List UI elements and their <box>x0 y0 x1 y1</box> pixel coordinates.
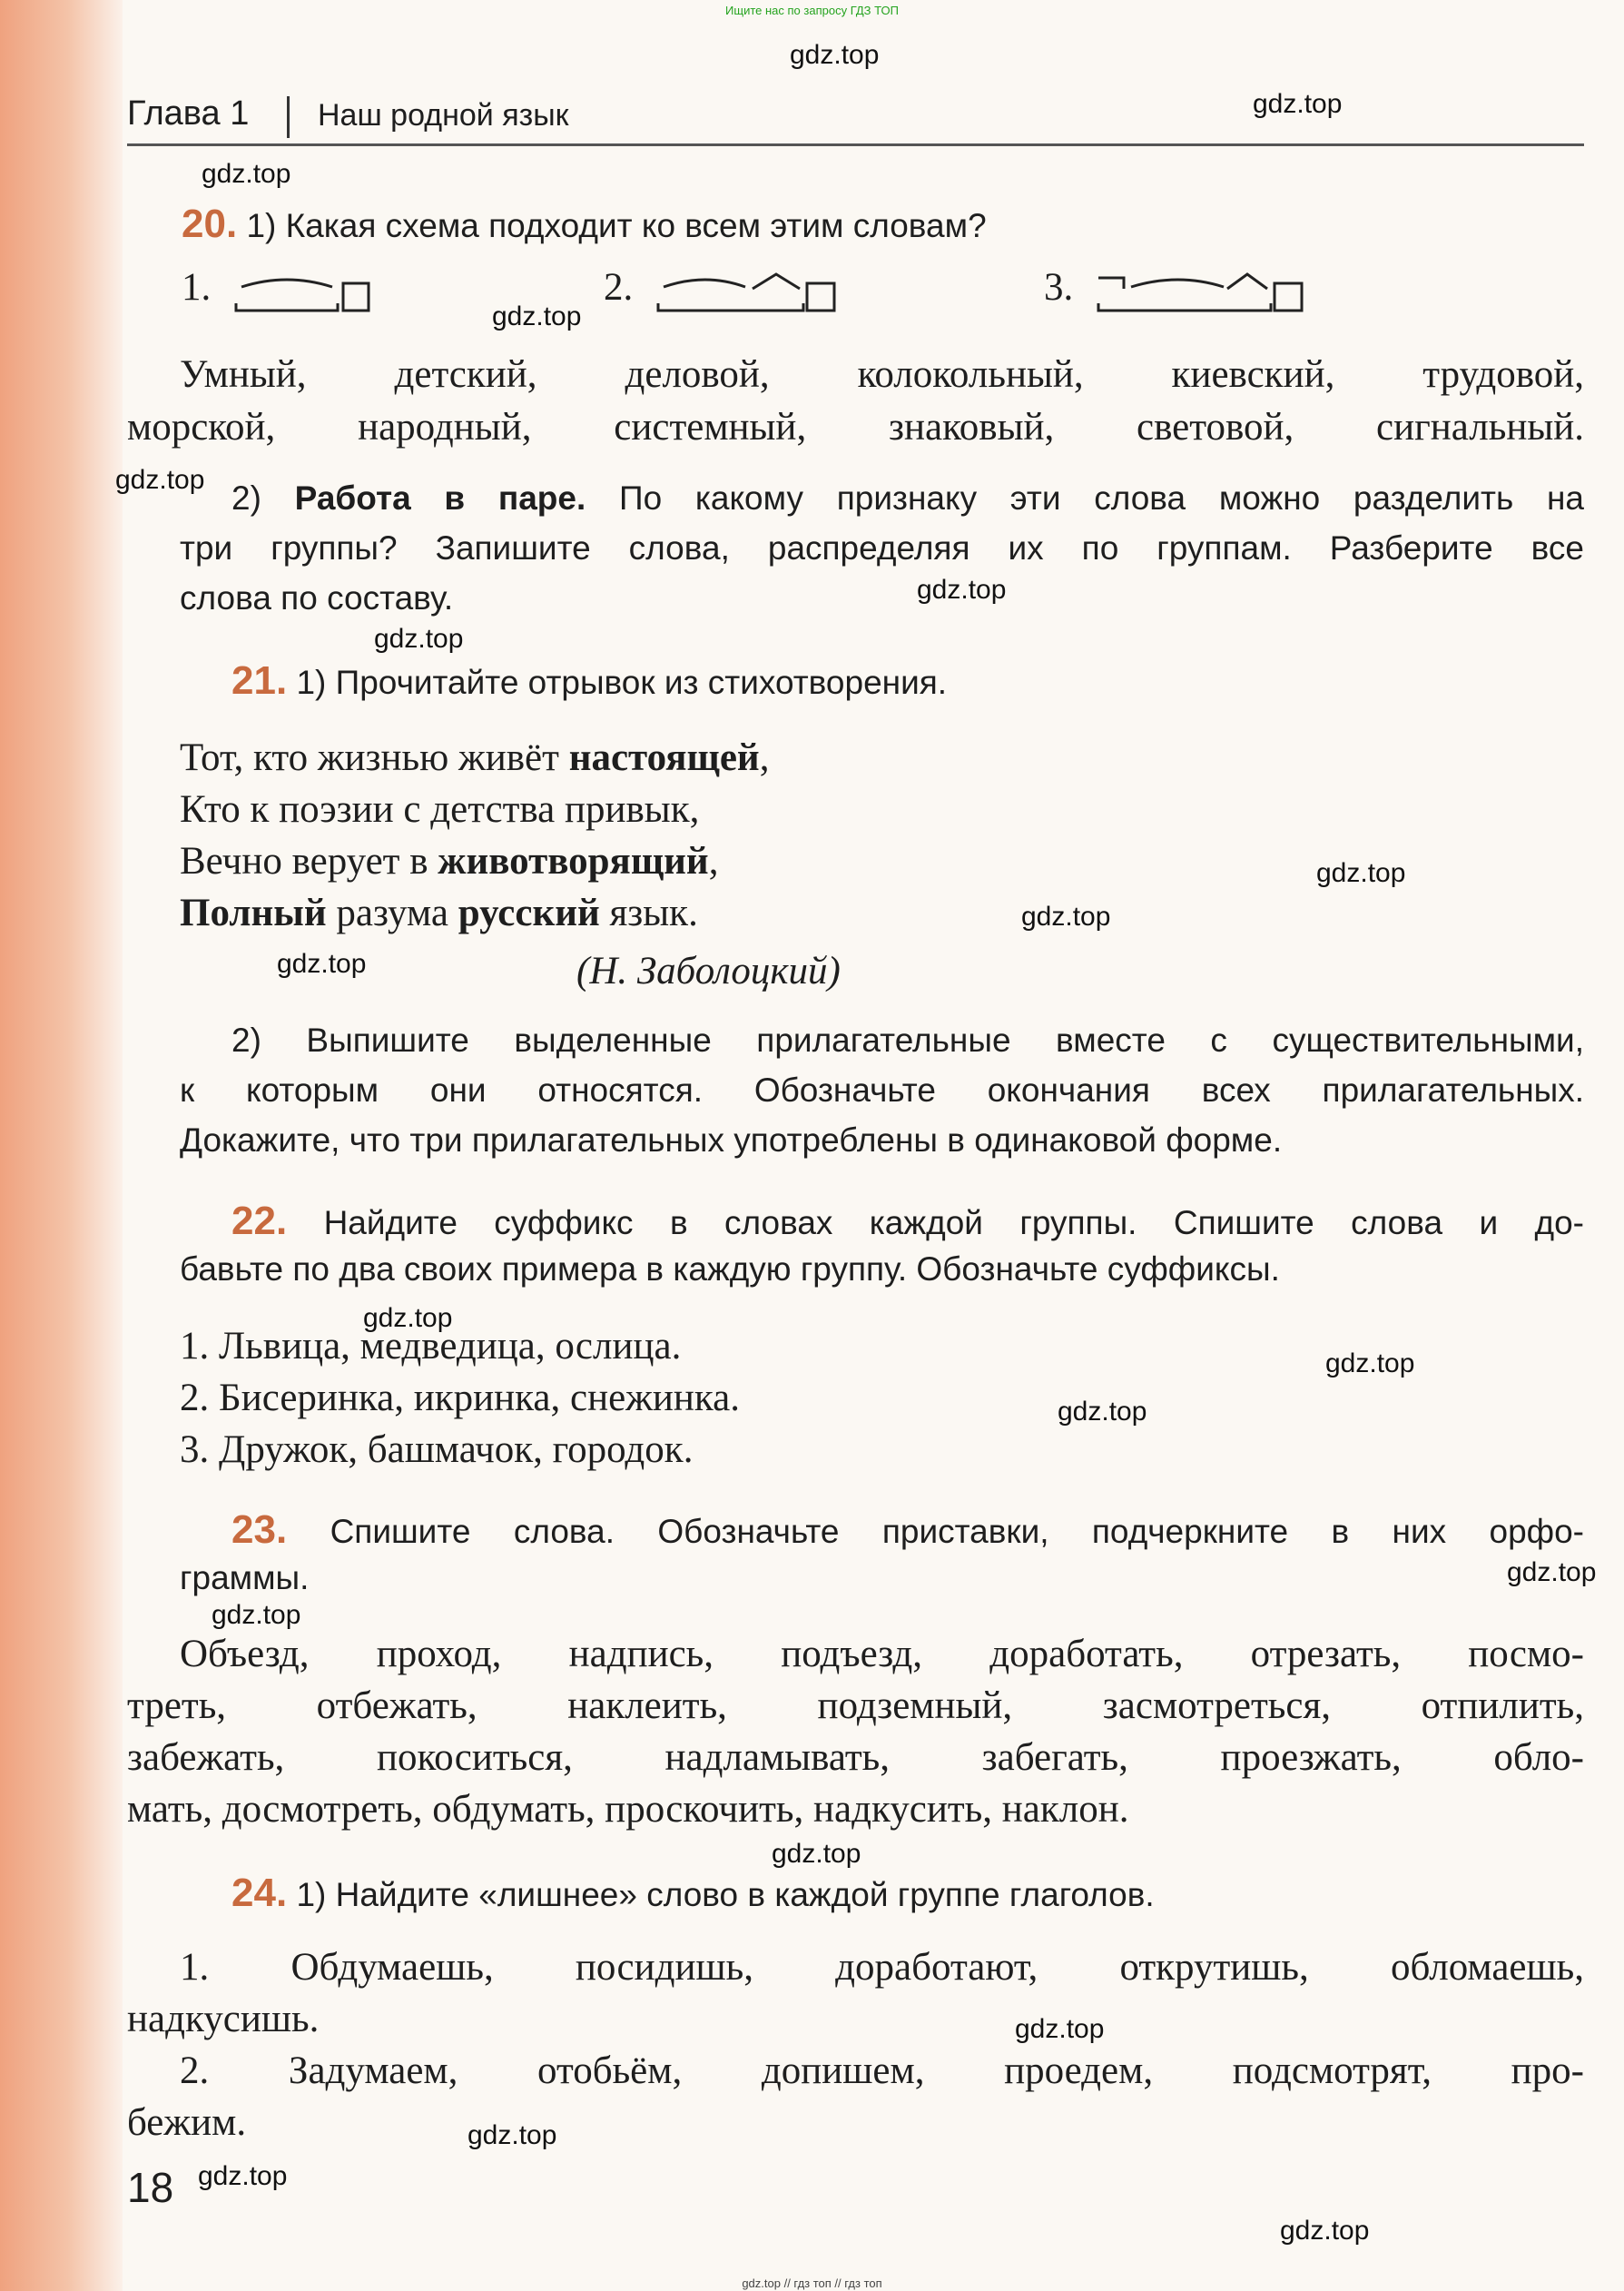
scheme-number: 3. <box>1044 266 1074 309</box>
exercise-number: 21. <box>231 658 288 703</box>
exercise-number: 22. <box>231 1199 288 1243</box>
watermark: gdz.top <box>772 1839 861 1869</box>
watermark: gdz.top <box>790 40 880 70</box>
exercise-22-group-3: 3. Дружок, башмачок, городок. <box>180 1428 694 1471</box>
word-scheme-icon <box>651 267 842 318</box>
scheme-1 <box>182 265 211 325</box>
exercise-24-group-1-line-2: надкусишь. <box>127 1998 320 2040</box>
exercise-23-task-line-2: граммы. <box>180 1559 310 1596</box>
page-edge-shading <box>0 0 123 2291</box>
word-scheme-icon <box>229 267 374 318</box>
watermark: gdz.top <box>277 949 367 979</box>
poem-author: (Н. Заболоцкий) <box>576 950 841 992</box>
exercise-23-words-line-3: забежать, покоситься, надламывать, забегать, проезжать, обло- <box>127 1736 1584 1779</box>
exercise-20-task-2-line-3: слова по составу. <box>180 579 454 617</box>
watermark: gdz.top <box>115 465 205 495</box>
exercise-number: 23. <box>231 1507 288 1552</box>
task-text: 1) Какая схема подходит ко всем этим словам? <box>246 207 987 244</box>
watermark: gdz.top <box>1280 2216 1370 2246</box>
chapter-title: Глава 1 <box>127 94 250 133</box>
exercise-22-group-1: 1. Львица, медведица, ослица. <box>180 1325 682 1368</box>
exercise-22-task-line-2: бавьте по два своих примера в каждую группу. Обозначьте суффиксы. <box>180 1250 1280 1288</box>
pair-work-label: Работа в паре. <box>294 479 586 517</box>
task-text: 1) Прочитайте отрывок из стихотворения. <box>296 664 948 701</box>
watermark: gdz.top <box>468 2120 557 2150</box>
watermark: gdz.top <box>917 575 1007 605</box>
watermark: gdz.top <box>1253 89 1343 119</box>
scheme-3 <box>1044 265 1073 325</box>
exercise-23-words-line-1: Объезд, проход, надпись, подъезд, доработать, отрезать, посмо- <box>180 1633 1584 1675</box>
watermark: gdz.top <box>198 2161 288 2191</box>
watermark: gdz.top <box>1021 902 1111 932</box>
task-text: Спишите слова. Обозначьте приставки, подчеркните в них орфо- <box>330 1513 1584 1550</box>
exercise-20-words-line-2: морской, народный, системный, знаковый, световой, сигнальный. <box>127 406 1584 449</box>
watermark: gdz.top <box>1325 1348 1415 1378</box>
exercise-22-group-2: 2. Бисеринка, икринка, снежинка. <box>180 1377 740 1419</box>
exercise-number: 24. <box>231 1871 288 1915</box>
chapter-header <box>127 91 1584 146</box>
watermark: gdz.top <box>212 1600 301 1630</box>
watermark: gdz.top <box>374 624 464 654</box>
watermark: gdz.top <box>1015 2014 1105 2044</box>
poem-line-1: Тот, кто жизнью живёт настоящей, <box>180 736 770 779</box>
exercise-24-group-1-line-1: 1. Обдумаешь, посидишь, доработают, открутишь, обломаешь, <box>180 1946 1584 1989</box>
exercise-20-task-1 <box>182 202 1584 247</box>
exercise-23-task-line-1 <box>231 1507 1584 1553</box>
exercise-20-words-line-1: Умный, детский, деловой, колокольный, киевский, трудовой, <box>180 353 1584 396</box>
watermark: gdz.top <box>1507 1557 1597 1587</box>
section-title: Наш родной язык <box>318 98 569 133</box>
highlighted-adjective: Полный <box>180 892 327 934</box>
task-text: 1) Найдите «лишнее» слово в каждой группе глаголов. <box>296 1876 1155 1913</box>
exercise-23-words-line-4: мать, досмотреть, обдумать, проскочить, надкусить, наклон. <box>127 1788 1129 1831</box>
exercise-23-words-line-2: треть, отбежать, наклеить, подземный, засмотреться, отпилить, <box>127 1684 1584 1727</box>
highlighted-adjective: животворящий <box>438 840 709 883</box>
exercise-20-task-2: 2) Работа в паре. По какому признаку эти слова можно разделить на <box>231 479 1584 517</box>
exercise-20-task-2-line-2: три группы? Запишите слова, распределяя их по группам. Разберите все <box>180 529 1584 567</box>
page-number: 18 <box>127 2164 174 2211</box>
watermark: gdz.top <box>492 301 582 331</box>
exercise-22-task-line-1 <box>231 1199 1584 1244</box>
watermark: gdz.top <box>363 1303 453 1333</box>
exercise-21-task-2-line-1: 2) Выпишите выделенные прилагательные вместе с существительными, <box>231 1022 1584 1059</box>
poem-line-4: Полный разума русский язык. <box>180 892 698 934</box>
poem-line-3: Вечно верует в животворящий, <box>180 840 719 883</box>
exercise-24-group-2-line-2: бежим. <box>127 2101 247 2144</box>
bottom-footer-links[interactable]: gdz.top // гдз топ // гдз топ <box>742 2276 882 2290</box>
watermark: gdz.top <box>1058 1397 1147 1427</box>
word-scheme-icon <box>1091 267 1309 318</box>
top-search-hint[interactable]: Ищите нас по запросу ГДЗ ТОП <box>725 4 899 17</box>
scheme-number: 1. <box>182 266 212 309</box>
exercise-24-group-2-line-1: 2. Задумаем, отобьём, допишем, проедем, подсмотрят, про- <box>180 2049 1584 2092</box>
poem-line-2: Кто к поэзии с детства привык, <box>180 788 700 831</box>
exercise-21-task-2-line-3: Докажите, что три прилагательных употреблены в одинаковой форме. <box>180 1121 1283 1159</box>
scheme-number: 2. <box>604 266 634 309</box>
highlighted-adjective: русский <box>458 892 600 934</box>
watermark: gdz.top <box>202 159 291 189</box>
exercise-21-task-2-line-2: к которым они относятся. Обозначьте окончания всех прилагательных. <box>180 1071 1584 1109</box>
highlighted-adjective: настоящей <box>568 736 760 779</box>
header-divider <box>287 96 290 138</box>
exercise-24-task-1 <box>231 1871 1584 1916</box>
exercise-21-task-1 <box>231 658 1584 704</box>
exercise-number: 20. <box>182 202 238 246</box>
watermark: gdz.top <box>1316 858 1406 888</box>
scheme-2 <box>604 265 633 325</box>
task-text: Найдите суффикс в словах каждой группы. Спишите слова и до- <box>323 1204 1584 1241</box>
